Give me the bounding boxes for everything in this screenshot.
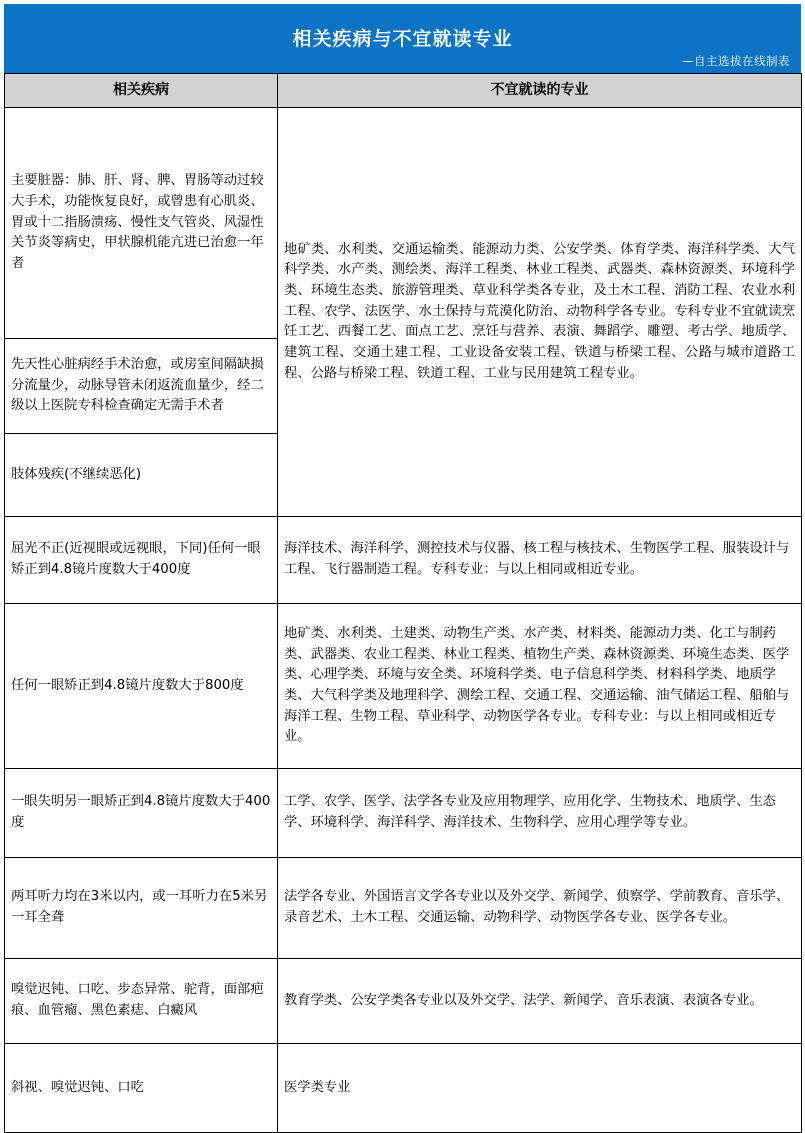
major-cell: 地矿类、水利类、土建类、动物生产类、水产类、材料类、能源动力类、化工与制药类、武器类、农业工程类、林业工程类、植物生产类、森林资源类、环境生态类、医学类、心理学类、环境与安全类、环境科学类、电子信息科学类、材料科学类、地质学类、大气科学类及地理科学、测绘工程、交通工程、交通运输、油气储运工程、船舶与海洋工程、生物工程、草业科学、动物医学各专业。专科专业：与以上相同或相近专业。 [278, 604, 802, 769]
table-row [5, 1044, 802, 1133]
column-header-disease: 相关疾病 [5, 74, 278, 108]
table-row [5, 858, 802, 959]
table-row [5, 959, 802, 1044]
major-cell: 工学、农学、医学、法学各专业及应用物理学、应用化学、生物技术、地质学、生态学、环境科学、海洋科学、海洋技术、生物科学、应用心理学等专业。 [278, 769, 802, 858]
major-cell: 法学各专业、外国语言文学各专业以及外交学、新闻学、侦察学、学前教育、音乐学、录音艺术、土木工程、交通运输、动物科学、动物医学各专业、医学各专业。 [278, 858, 802, 959]
major-cell: 海洋技术、海洋科学、测控技术与仪器、核工程与核技术、生物医学工程、服装设计与工程、飞行器制造工程。专科专业：与以上相同或相近专业。 [278, 517, 802, 604]
title-banner [4, 4, 801, 73]
disease-cell: 一眼失明另一眼矫正到4.8镜片度数大于400度 [5, 769, 278, 858]
disease-cell: 先天性心脏病经手术治愈，或房室间隔缺损分流量少，动脉导管未闭返流血量少，经二级以上医院专科检查确定无需手术者 [5, 339, 278, 434]
table-row [5, 604, 802, 769]
major-cell: 医学类专业 [278, 1044, 802, 1133]
disease-cell: 肢体残疾(不继续恶化) [5, 434, 278, 517]
disease-cell: 主要脏器：肺、肝、肾、脾、胃肠等动过较大手术，功能恢复良好，或曾患有心肌炎、胃或十二指肠溃疡、慢性支气管炎、风湿性关节炎等病史，甲状腺机能亢进已治愈一年者 [5, 108, 278, 339]
page-root [0, 4, 805, 1095]
disease-cell: 屈光不正(近视眼或远视眼，下同)任何一眼矫正到4.8镜片度数大于400度 [5, 517, 278, 604]
table-row [5, 108, 802, 339]
table-header [5, 74, 802, 108]
disease-cell: 两耳听力均在3米以内，或一耳听力在5米另一耳全聋 [5, 858, 278, 959]
major-cell: 教育学类、公安学类各专业以及外交学、法学、新闻学、音乐表演、表演各专业。 [278, 959, 802, 1044]
page-subtitle-credit: —自主选拔在线制表 [682, 54, 790, 68]
page-title: 相关疾病与不宜就读专业 [292, 28, 513, 50]
disease-cell: 嗅觉迟钝、口吃、步态异常、驼背，面部疤痕、血管瘤、黑色素痣、白癜风 [5, 959, 278, 1044]
major-cell: 地矿类、水利类、交通运输类、能源动力类、公安学类、体育学类、海洋科学类、大气科学类、水产类、测绘类、海洋工程类、林业工程类、武器类、森林资源类、环境科学类、环境生态类、旅游管理类、草业科学类各专业，及土木工程、消防工程、农业水利工程、农学、法医学、水土保持与荒漠化防治、动物科学各专业。专科专业不宜就读烹饪工艺、西餐工艺、面点工艺、烹饪与营养、表演、舞蹈学、雕塑、考古学、地质学、建筑工程、交通土建工程、工业设备安装工程、铁道与桥梁工程、公路与城市道路工程、公路与桥梁工程、铁道工程、工业与民用建筑工程专业。 [278, 108, 802, 517]
disease-major-table [4, 73, 802, 1133]
column-header-major: 不宜就读的专业 [278, 74, 802, 108]
table-row [5, 769, 802, 858]
disease-cell: 任何一眼矫正到4.8镜片度数大于800度 [5, 604, 278, 769]
table-header-row [5, 74, 802, 108]
table-body [5, 108, 802, 1133]
disease-cell: 斜视、嗅觉迟钝、口吃 [5, 1044, 278, 1133]
table-row [5, 517, 802, 604]
